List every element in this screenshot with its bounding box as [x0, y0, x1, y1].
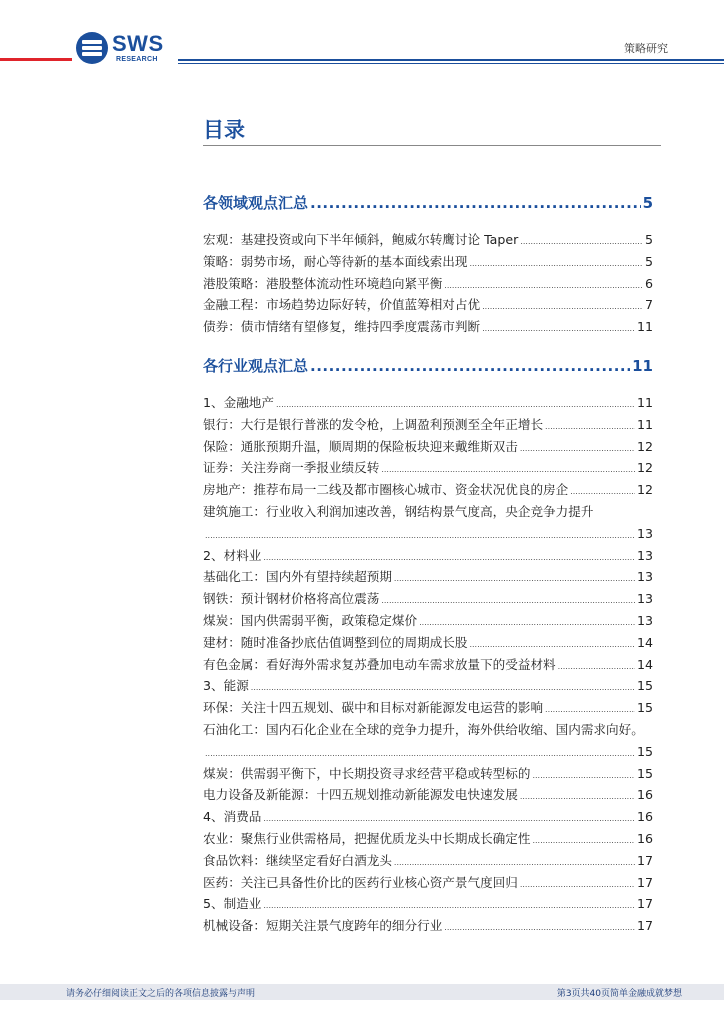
toc-leader-dots — [381, 459, 635, 481]
toc-entry[interactable] — [203, 414, 653, 436]
toc-leader-dots — [532, 765, 635, 787]
toc-entry[interactable] — [203, 719, 653, 763]
toc-entry-label: 银行：大行是银行普涨的发令枪，上调盈利预测至全年正增长 — [203, 416, 544, 432]
toc-entry[interactable] — [203, 828, 653, 850]
toc-entry[interactable] — [203, 436, 653, 458]
toc-page-number: 6 — [644, 275, 653, 291]
report-category: 策略研究 — [624, 42, 668, 55]
toc-page-number: 17 — [636, 874, 653, 890]
disclaimer-note: 请务必仔细阅读正文之后的各项信息披露与声明 — [66, 989, 256, 999]
toc-entry[interactable] — [203, 588, 653, 610]
toc-section-title: 各领域观点汇总 — [203, 194, 309, 212]
toc-page-number: 11 — [636, 394, 653, 410]
toc-leader-dots — [263, 547, 635, 569]
toc-entry[interactable] — [203, 545, 653, 567]
toc-entry-label: 1、金融地产 — [203, 394, 274, 410]
toc-entry-label: 建材：随时准备抄底估值调整到位的周期成长股 — [203, 634, 468, 650]
toc-leader-dots — [482, 296, 643, 318]
toc-page-number: 12 — [636, 438, 653, 454]
toc-page-number: 15 — [636, 765, 653, 781]
toc-page-number: 15 — [636, 700, 653, 716]
toc-entry[interactable] — [203, 501, 653, 545]
toc-leader-dots — [558, 656, 635, 678]
toc-page-number: 11 — [632, 356, 653, 375]
toc-page-number: 7 — [644, 297, 653, 313]
toc-leader-dots — [263, 808, 635, 830]
toc-leader-dots — [444, 275, 643, 297]
toc-entry[interactable] — [203, 566, 653, 588]
toc-leader-dots — [276, 394, 635, 416]
toc-entry-label: 策略：弱势市场，耐心等待新的基本面线索出现 — [203, 253, 468, 269]
toc-leader-dots — [469, 634, 635, 656]
toc-title: 目录 — [203, 118, 245, 142]
toc-page-number: 16 — [636, 787, 653, 803]
toc-entry[interactable] — [203, 294, 653, 316]
toc-entry-label: 钢铁：预计钢材价格将高位震荡 — [203, 591, 380, 607]
toc-leader-dots — [394, 568, 635, 590]
toc-entry-label: 农业：聚焦行业供需格局，把握优质龙头中长期成长确定性 — [203, 830, 531, 846]
toc-entry-label: 基础化工：国内外有望持续超预期 — [203, 569, 392, 585]
sws-logo — [76, 32, 176, 68]
toc-entry[interactable] — [203, 806, 653, 828]
toc-page-number: 11 — [636, 319, 653, 335]
toc-leader-dots — [310, 194, 641, 212]
toc-page-number: 5 — [642, 194, 653, 212]
toc-page-number: 11 — [636, 416, 653, 432]
toc-entry-label: 电力设备及新能源：十四五规划推动新能源发电快速发展 — [203, 787, 518, 803]
toc-page-number: 15 — [636, 743, 653, 759]
toc-leader-dots — [205, 743, 635, 765]
toc-entry-label: 证券：关注券商一季报业绩反转 — [203, 460, 380, 476]
toc-page-number: 15 — [636, 678, 653, 694]
toc-entry-label: 港股策略：港股整体流动性环境趋向紧平衡 — [203, 275, 443, 291]
toc-section-title: 各行业观点汇总 — [203, 356, 309, 375]
toc-title-rule — [203, 145, 661, 146]
toc-page-number: 17 — [636, 896, 653, 912]
toc-entry[interactable] — [203, 457, 653, 479]
toc-entry-label: 3、能源 — [203, 678, 249, 694]
toc-section-heading[interactable] — [203, 192, 653, 218]
toc-entry[interactable] — [203, 850, 653, 872]
toc-entry-label: 食品饮料：继续坚定看好白酒龙头 — [203, 852, 392, 868]
toc-entry-label: 债券：债市情绪有望修复，维持四季度震荡市判断 — [203, 319, 481, 335]
toc-page-number: 12 — [636, 482, 653, 498]
logo-text: SWS — [112, 31, 164, 56]
toc-entry-label: 环保：关注十四五规划、碳中和目标对新能源发电运营的影响 — [203, 700, 544, 716]
toc-entry[interactable] — [203, 893, 653, 915]
toc-page-number: 13 — [636, 569, 653, 585]
toc-entry-label: 医药：关注已具备性价比的医药行业核心资产景气度回归 — [203, 874, 518, 890]
toc-entry[interactable] — [203, 654, 653, 676]
header-accent-line — [0, 58, 72, 61]
toc-entry[interactable] — [203, 675, 653, 697]
logo-mark-icon — [76, 32, 108, 64]
toc-entry[interactable] — [203, 763, 653, 785]
toc-leader-dots — [394, 852, 635, 874]
toc-entry-label: 2、材料业 — [203, 547, 262, 563]
toc-page-number: 5 — [644, 253, 653, 269]
toc-entry[interactable] — [203, 392, 653, 414]
toc-entry-label: 5、制造业 — [203, 896, 262, 912]
toc-section-heading[interactable] — [203, 355, 653, 381]
toc-leader-dots — [545, 416, 635, 438]
toc-entry-label: 宏观：基建投资或向下半年倾斜，鲍威尔转鹰讨论 Taper — [203, 232, 519, 247]
toc-entry[interactable] — [203, 251, 653, 273]
page-number-note: 第3页共40页简单金融成就梦想 — [556, 989, 682, 999]
toc-page-number: 13 — [636, 547, 653, 563]
toc-leader-dots — [251, 677, 635, 699]
toc-entry[interactable] — [203, 697, 653, 719]
toc-page-number: 14 — [636, 634, 653, 650]
toc-leader-dots — [444, 917, 635, 939]
toc-page-number: 17 — [636, 852, 653, 868]
toc-entry[interactable] — [203, 632, 653, 654]
toc-leader-dots — [419, 612, 635, 634]
toc-entry-label-line1: 建筑施工：行业收入利润加速改善，钢结构景气度高，央企竞争力提升 — [203, 503, 594, 519]
page-footer — [0, 984, 724, 1000]
toc-entry[interactable] — [203, 872, 653, 894]
toc-leader-dots — [520, 438, 635, 460]
toc-entry-label: 有色金属：看好海外需求复苏叠加电动车需求放量下的受益材料 — [203, 656, 556, 672]
toc-entry[interactable] — [203, 229, 653, 251]
toc-entry[interactable] — [203, 479, 653, 501]
logo-subtext: RESEARCH — [116, 56, 158, 63]
toc-leader-dots — [310, 357, 630, 375]
toc-leader-dots — [381, 590, 635, 612]
toc-entry-label: 煤炭：供需弱平衡下，中长期投资寻求经营平稳或转型标的 — [203, 765, 531, 781]
toc-entry-label: 机械设备：短期关注景气度跨年的细分行业 — [203, 918, 443, 934]
toc-leader-dots — [520, 786, 635, 808]
toc-entry-label: 保险：通胀预期升温，顺周期的保险板块迎来戴维斯双击 — [203, 438, 518, 454]
page-header — [0, 0, 724, 70]
toc-leader-dots — [520, 231, 643, 253]
table-of-contents — [203, 192, 653, 937]
toc-entry-label: 金融工程：市场趋势边际好转，价值蓝筹相对占优 — [203, 297, 481, 313]
toc-page-number: 12 — [636, 460, 653, 476]
toc-entry[interactable] — [203, 784, 653, 806]
toc-page-number: 5 — [644, 232, 653, 247]
toc-page-number: 13 — [636, 591, 653, 607]
toc-leader-dots — [545, 699, 635, 721]
toc-page-number: 16 — [636, 830, 653, 846]
toc-entry-label: 4、消费品 — [203, 809, 262, 825]
toc-page-number: 14 — [636, 656, 653, 672]
toc-page-number: 13 — [636, 525, 653, 541]
toc-entry[interactable] — [203, 915, 653, 937]
toc-entry-label: 煤炭：国内供需弱平衡，政策稳定煤价 — [203, 612, 418, 628]
toc-leader-dots — [570, 481, 635, 503]
toc-page-number: 13 — [636, 612, 653, 628]
toc-leader-dots — [469, 253, 643, 275]
toc-page-number: 16 — [636, 809, 653, 825]
toc-leader-dots — [205, 525, 635, 547]
toc-entry-label-line1: 石油化工：国内石化企业在全球的竞争力提升，海外供给收缩、国内需求向好。 — [203, 721, 644, 737]
toc-entry[interactable] — [203, 610, 653, 632]
toc-entry-label: 房地产：推荐布局一二线及都市圈核心城市、资金状况优良的房企 — [203, 482, 569, 498]
toc-leader-dots — [482, 318, 635, 340]
toc-leader-dots — [263, 895, 635, 917]
toc-page-number: 17 — [636, 918, 653, 934]
header-rule — [178, 59, 724, 61]
toc-entry[interactable] — [203, 316, 653, 338]
header-rule-thin — [178, 63, 724, 64]
toc-leader-dots — [532, 830, 635, 852]
toc-entry[interactable] — [203, 273, 653, 295]
toc-leader-dots — [520, 874, 635, 896]
